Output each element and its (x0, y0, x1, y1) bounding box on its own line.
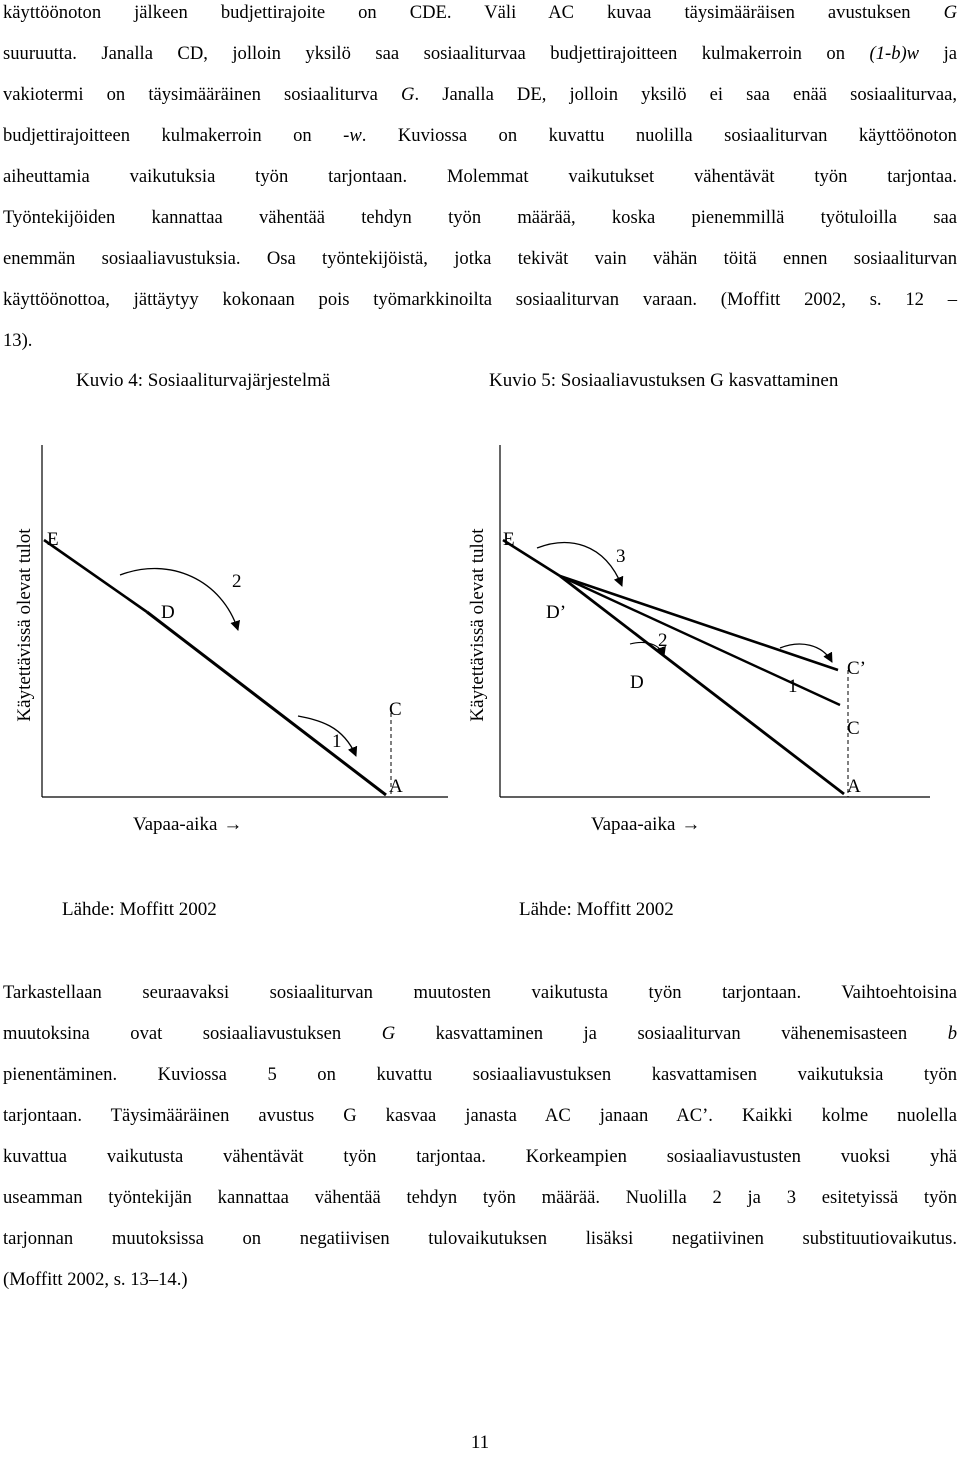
arrow-1-label: 1 (788, 676, 798, 697)
point-C-label: C (847, 718, 860, 739)
point-C-prime-label: C’ (847, 658, 866, 679)
text-line (3, 33, 957, 74)
paragraph-1 (3, 0, 957, 361)
text-line (3, 115, 957, 156)
figure-4-diagram (0, 430, 450, 850)
budget-line-D-A (560, 576, 844, 794)
text-line (3, 279, 957, 320)
text-run: suuruutta. Janalla CD, jolloin yksilö saa sosiaaliturvaa budjettirajoitteen kulmakerroin on (3, 43, 870, 64)
paragraph-2 (3, 972, 957, 1300)
text-run: (Moffitt 2002, s. 13–14.) (3, 1269, 188, 1290)
text-run: (1-b)w (869, 43, 920, 64)
text-run: . Kuviossa on kuvattu nuolilla sosiaaliturvan käyttöönoton (361, 125, 957, 146)
budget-line-DC (147, 612, 386, 795)
arrow-3-label: 3 (616, 546, 626, 567)
text-run: käyttöönottoa, jättäytyy kokonaan pois työmarkkinoilta sosiaaliturvan varaan. (Moffitt 2002, s. 12 – (3, 289, 957, 310)
text-line (3, 197, 957, 238)
text-run: useamman työntekijän kannattaa vähentää tehdyn työn määrää. Nuolilla 2 ja 3 esitetyissä työn (3, 1187, 957, 1208)
arrow-2 (120, 569, 238, 630)
budget-line-ED (44, 540, 147, 612)
figure-5-title: Kuvio 5: Sosiaaliavustuksen G kasvattaminen (489, 370, 839, 391)
arrow-2-label: 2 (232, 571, 242, 592)
text-run: b (947, 1023, 957, 1044)
text-run: enemmän sosiaaliavustuksia. Osa työntekijöistä, jotka tekivät vain vähän töitä ennen sosiaaliturvan (3, 248, 957, 269)
text-run: budjettirajoitteen kulmakerroin on (3, 125, 344, 146)
text-run: tarjonnan muutoksissa on negatiivisen tulovaikutuksen lisäksi negatiivinen substituutiovaikutus. (3, 1228, 957, 1249)
text-line (3, 1013, 957, 1054)
page-number: 11 (470, 1432, 490, 1453)
text-run: käyttöönoton jälkeen budjettirajoite on CDE. Väli AC kuvaa täysimääräisen avustuksen (3, 2, 944, 23)
point-C-label: C (389, 699, 402, 720)
point-D-prime-label: D’ (546, 602, 567, 623)
point-E-label: E (47, 529, 59, 550)
text-run: Tarkastellaan seuraavaksi sosiaaliturvan muutosten vaikutusta työn tarjontaan. Vaihtoehtoisina (3, 982, 957, 1003)
text-line (3, 1095, 957, 1136)
text-line (3, 1218, 957, 1259)
text-line (3, 1136, 957, 1177)
text-run: pienentäminen. Kuviossa 5 on kuvattu sosiaaliavustuksen kasvattamisen vaikutuksia työn (3, 1064, 957, 1085)
text-run: kasvattaminen ja sosiaaliturvan vähenemisasteen (395, 1023, 948, 1044)
point-D-label: D (630, 672, 644, 693)
text-run: G (401, 84, 415, 105)
text-line (3, 74, 957, 115)
text-run: tarjontaan. Täysimääräinen avustus G kasvaa janasta AC janaan AC’. Kaikki kolme nuolella (3, 1105, 957, 1126)
text-line (3, 0, 957, 33)
text-line (3, 1259, 957, 1300)
text-line (3, 238, 957, 279)
figure-5-y-axis-label: Käytettävissä olevat tulot (467, 528, 488, 722)
x-axis-label: Vapaa-aika → (591, 814, 701, 835)
point-A-label: A (847, 776, 861, 797)
right-arrow-icon: → (223, 814, 243, 835)
text-line (3, 156, 957, 197)
text-run: Työntekijöiden kannattaa vähentää tehdyn työn määrää, koska pienemmillä työtuloilla saa (3, 207, 957, 228)
text-run: ja (919, 43, 957, 64)
text-line (3, 1054, 957, 1095)
arrow-3 (537, 543, 622, 586)
figure-4-title: Kuvio 4: Sosiaaliturvajärjestelmä (76, 370, 331, 391)
figure-4-y-axis-label: Käytettävissä olevat tulot (14, 528, 35, 722)
text-run: aiheuttamia vaikutuksia työn tarjontaan. Molemmat vaikutukset vähentävät työn tarjontaa. (3, 166, 957, 187)
point-E-label: E (503, 529, 515, 550)
arrow-2-label: 2 (658, 630, 668, 651)
text-run: kuvattua vaikutusta vähentävät työn tarjontaa. Korkeampien sosiaaliavustusten vuoksi yhä (3, 1146, 957, 1167)
budget-line-D-prime-C-prime (560, 576, 838, 670)
text-run: -w (343, 125, 362, 146)
right-arrow-icon: → (681, 814, 701, 835)
text-run: G (381, 1023, 396, 1044)
text-line (3, 320, 957, 361)
budget-line-DC (560, 576, 840, 705)
point-D-label: D (161, 602, 175, 623)
text-run: . Janalla DE, jolloin yksilö ei saa enää sosiaaliturvaa, (414, 84, 957, 105)
text-run: 13). (3, 330, 33, 351)
x-axis-label: Vapaa-aika → (133, 814, 243, 835)
text-line (3, 1177, 957, 1218)
text-run: muutoksina ovat sosiaaliavustuksen (3, 1023, 382, 1044)
point-A-label: A (389, 776, 403, 797)
text-line (3, 972, 957, 1013)
figure-4-source: Lähde: Moffitt 2002 (62, 899, 217, 920)
arrow-1-label: 1 (332, 731, 342, 752)
text-run: G (943, 2, 957, 23)
figure-5-diagram (460, 430, 960, 850)
figure-5-source: Lähde: Moffitt 2002 (519, 899, 674, 920)
text-run: vakiotermi on täysimääräinen sosiaaliturva (3, 84, 402, 105)
